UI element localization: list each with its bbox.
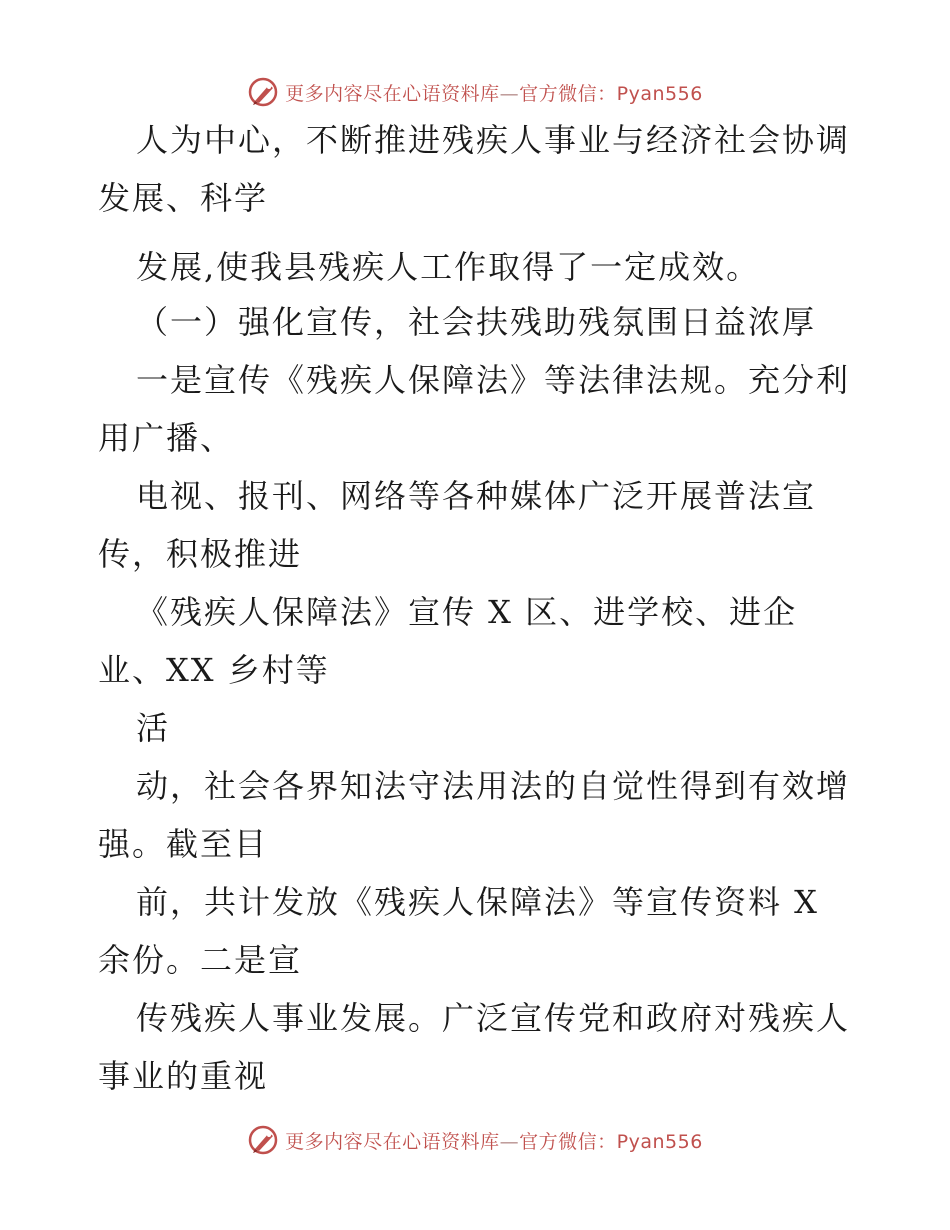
body-line: 前，共计发放《残疾人保障法》等宣传资料 X	[136, 883, 819, 921]
body-line: 余份。二是宣	[98, 941, 303, 979]
body-line: 发展,使我县残疾人工作取得了一定成效。	[136, 248, 761, 286]
body-line: 用广播、	[98, 419, 235, 457]
body-line: 《残疾人保障法》宣传 X 区、进学校、进企	[136, 593, 798, 631]
header-banner	[0, 72, 950, 112]
pen-logo-icon	[247, 75, 281, 109]
body-line: 电视、报刊、网络等各种媒体广泛开展普法宣	[136, 477, 817, 515]
section-heading: （一）强化宣传，社会扶残助残氛围日益浓厚	[136, 303, 817, 341]
body-line: 业、XX 乡村等	[98, 651, 330, 689]
footer-banner-text: 更多内容尽在心语资料库—官方微信：Pyan556	[285, 1130, 703, 1153]
body-line: 人为中心，不断推进残疾人事业与经济社会协调	[136, 121, 851, 159]
body-line: 发展、科学	[98, 179, 269, 217]
body-line: 强。截至目	[98, 825, 269, 863]
pen-logo-icon	[247, 1123, 281, 1157]
footer-banner	[0, 1120, 950, 1160]
body-line: 传，积极推进	[98, 535, 303, 573]
body-line: 活	[136, 709, 171, 747]
body-line: 一是宣传《残疾人保障法》等法律法规。充分利	[136, 361, 851, 399]
header-banner-text: 更多内容尽在心语资料库—官方微信：Pyan556	[285, 82, 703, 105]
body-line: 动，社会各界知法守法用法的自觉性得到有效增	[136, 767, 851, 805]
body-line: 传残疾人事业发展。广泛宣传党和政府对残疾人	[136, 999, 851, 1037]
body-line: 事业的重视	[98, 1057, 269, 1095]
